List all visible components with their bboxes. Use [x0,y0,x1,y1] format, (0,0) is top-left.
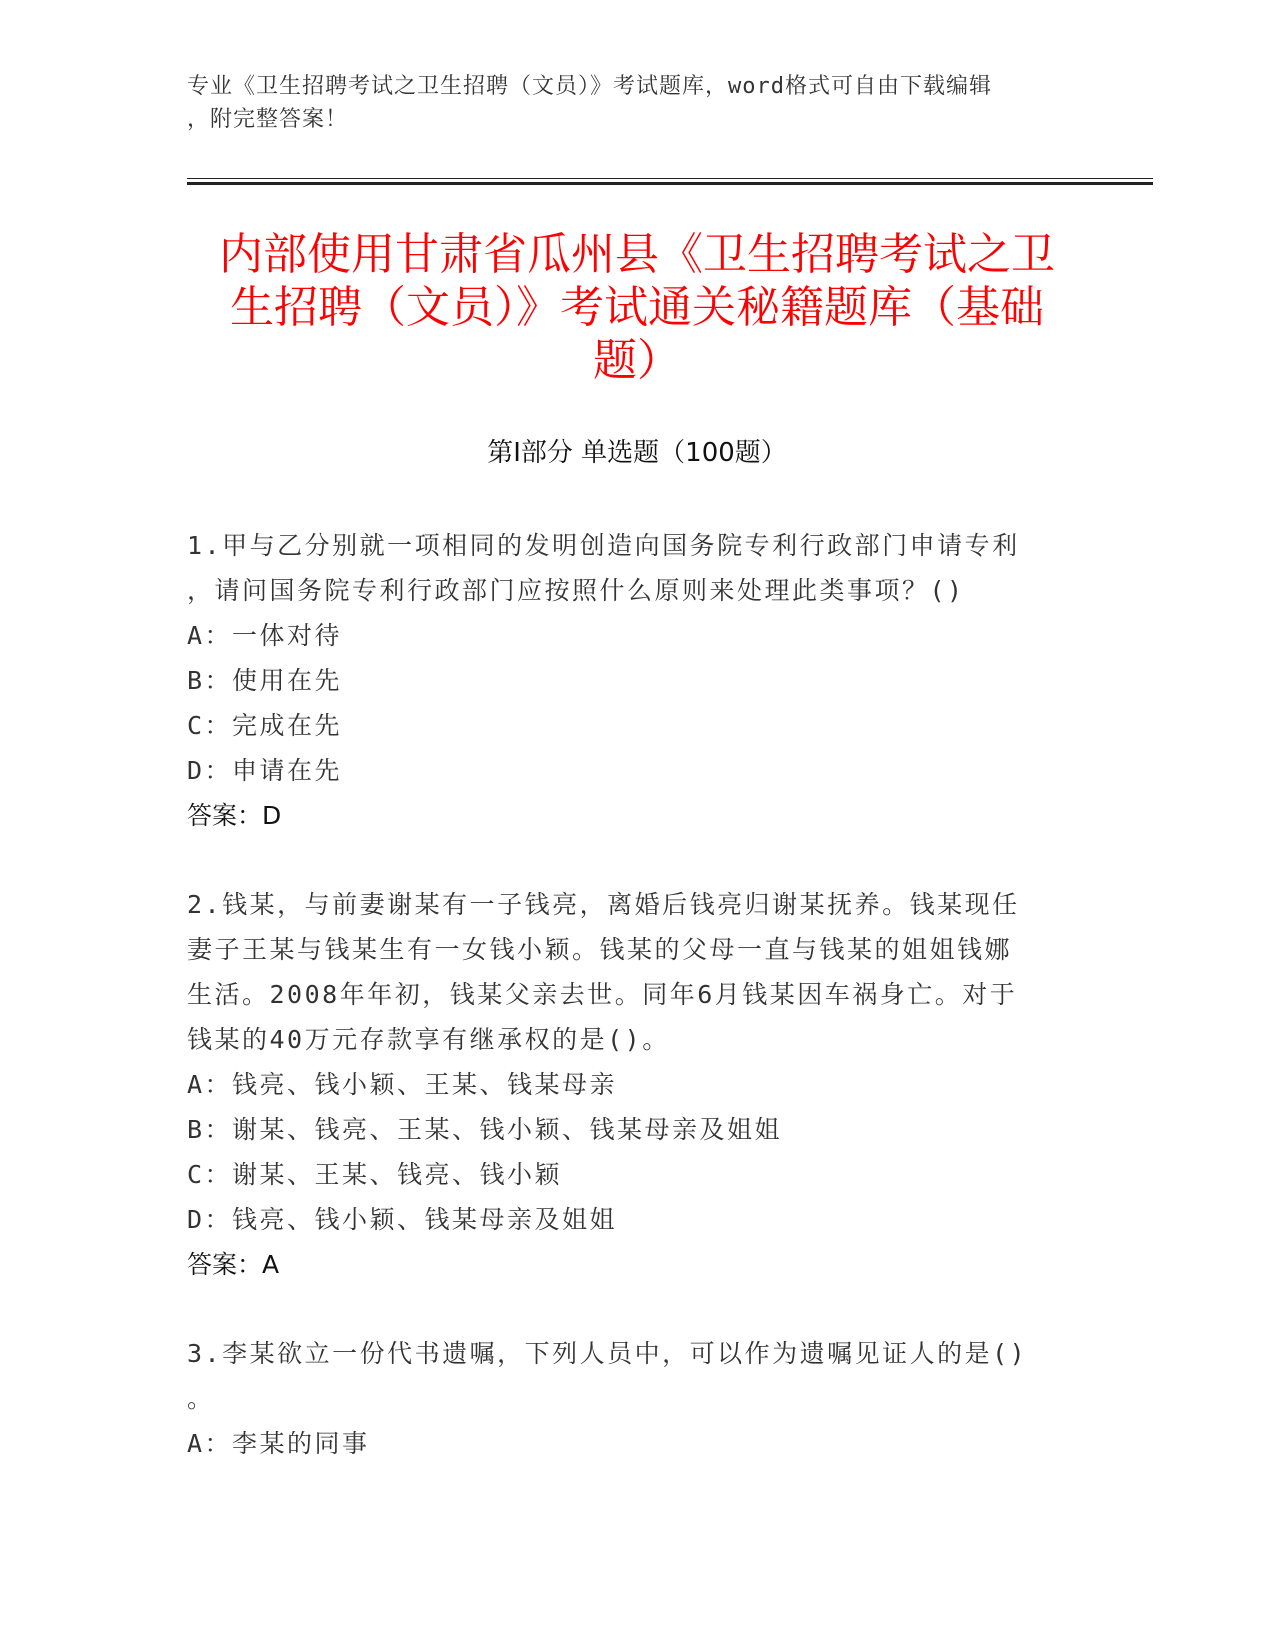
answer: 答案：D [187,801,282,830]
option-c: C：完成在先 [187,711,343,740]
question-text-line: 1.甲与乙分别就一项相同的发明创造向国务院专利行政部门申请专利 [187,531,1020,560]
document-title [187,228,1087,387]
question-3 [187,1331,1087,1466]
header-note-line: 专业《卫生招聘考试之卫生招聘（文员）》考试题库，word格式可自由下载编辑 [187,74,992,99]
document-title-line: 生招聘（文员）》考试通关秘籍题库（基础 [230,282,1044,333]
question-1 [187,523,1087,838]
option-d: D：申请在先 [187,756,343,785]
question-text-line: 2.钱某，与前妻谢某有一子钱亮，离婚后钱亮归谢某抚养。钱某现任 [187,890,1020,919]
question-text-line: 3.李某欲立一份代书遗嘱，下列人员中，可以作为遗嘱见证人的是() [187,1339,1028,1368]
question-text-line: 钱某的40万元存款享有继承权的是()。 [187,1025,670,1054]
option-a: A：李某的同事 [187,1429,370,1458]
header-note [187,70,1057,136]
question-text-line: 。 [187,1384,215,1413]
header-divider-thick [187,182,1153,185]
option-a: A：一体对待 [187,621,343,650]
section-title: 第Ⅰ部分 单选题（100题） [487,438,787,468]
question-text-line: 生活。2008年年初，钱某父亲去世。同年6月钱某因车祸身亡。对于 [187,980,1018,1009]
answer: 答案：A [187,1250,280,1279]
document-title-line: 题） [593,335,681,386]
option-a: A：钱亮、钱小颖、王某、钱某母亲 [187,1070,618,1099]
question-2 [187,882,1087,1287]
header-note-line: ，附完整答案！ [187,107,349,132]
question-text-line: ，请问国务院专利行政部门应按照什么原则来处理此类事项？() [187,576,965,605]
option-b: B：谢某、钱亮、王某、钱小颖、钱某母亲及姐姐 [187,1115,783,1144]
option-b: B：使用在先 [187,666,343,695]
header-divider-thin [187,178,1153,179]
document-title-line: 内部使用甘肃省瓜州县《卫生招聘考试之卫 [219,229,1055,280]
question-text-line: 妻子王某与钱某生有一女钱小颖。钱某的父母一直与钱某的姐姐钱娜 [187,935,1013,964]
option-c: C：谢某、王某、钱亮、钱小颖 [187,1160,563,1189]
option-d: D：钱亮、钱小颖、钱某母亲及姐姐 [187,1205,618,1234]
question-list [187,523,1087,1510]
